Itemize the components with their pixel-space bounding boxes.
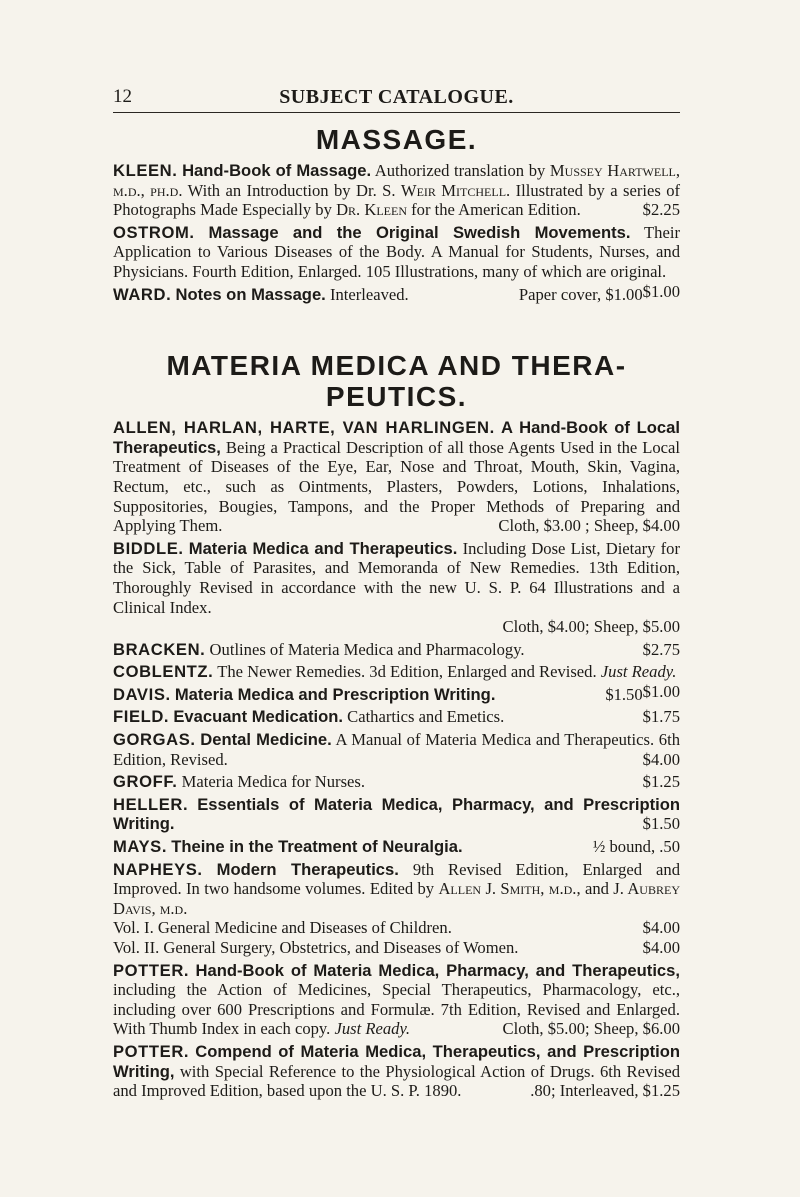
volume-price: $4.00 (642, 918, 680, 938)
entry-author: POTTER. (113, 1041, 190, 1061)
entry-author: OSTROM. (113, 222, 195, 242)
page-number: 12 (113, 86, 132, 107)
entry-text: including the Action of Medicines, Special Therapeutics, Pharmacology, etc., including over 600 Prescriptions and Formulæ. 7th Edition, Revised and Enlarged. With Thumb Index in each copy. (113, 980, 680, 1039)
entry-price: Cloth, $3.00 ; Sheep, $4.00 (498, 516, 680, 536)
entry-title: Evacuant Medication. (173, 707, 343, 727)
heading-line: MATERIA MEDICA AND THERA- (166, 350, 627, 382)
entry-person: Allen J. Smith, m.d., (438, 879, 581, 899)
entry-text: with Special Reference to the Physiological Action of Drugs. 6th Revised and Improved Edition, based upon the U. S. P. 1890. (113, 1061, 680, 1101)
entry-title: Essentials of Materia Medica, Pharmacy, and Prescription Writing. (113, 794, 680, 834)
entry-title: A Hand-Book of Local Therapeutics, (113, 418, 680, 457)
entry-price: $1.50 (605, 684, 643, 704)
entry-price: Cloth, $5.00; Sheep, $6.00 (502, 1019, 680, 1039)
heading-line: PEUTICS. (325, 381, 468, 413)
entry-title: Massage and the Original Swedish Movements. (208, 222, 631, 242)
entry-title: Compend of Materia Medica, Therapeutics, and Prescription Writing, (113, 1041, 680, 1081)
entry-note: Just Ready. (600, 662, 677, 682)
entry-ward (113, 285, 643, 305)
entry-text: Authorized translation by (374, 161, 546, 180)
entry-title: Hand-Book of Materia Medica, Pharmacy, and Therapeutics, (195, 960, 680, 980)
section-heading-materia-medica (113, 350, 680, 412)
entry-text: Materia Medica for Nurses. (181, 772, 365, 792)
entry-price: $2.75 (642, 639, 680, 659)
entry-text: Including Dose List, Dietary for the Sick, Table of Parasites, and Memoranda of New Remedies. 13th Edition, Thoroughly Revised in accordance with the new U. S. P. 64 Illustrations and a Clinical Index. (113, 538, 680, 617)
entry-person: Mussey Hartwell, m.d., ph.d. (113, 161, 681, 200)
entry-bracken (113, 640, 680, 660)
catalogue-content (113, 124, 680, 1104)
entry-potter-compend (113, 1042, 680, 1101)
entry-author: WARD. (113, 284, 172, 304)
entry-person: J. Aubrey Davis, m.d. (113, 879, 680, 918)
entry-title: Materia Medica and Therapeutics. (188, 538, 458, 558)
entry-author: POTTER. (113, 960, 190, 980)
entry-note: Just Ready. (334, 1019, 411, 1039)
entry-text: The Newer Remedies. 3d Edition, Enlarged and Revised. (217, 662, 597, 682)
entry-napheys (113, 860, 680, 958)
entry-author: GROFF. (113, 772, 178, 792)
entry-price: .80; Interleaved, $1.25 (530, 1081, 680, 1101)
entry-gorgas (113, 730, 680, 769)
entry-volume (113, 918, 680, 938)
running-title: SUBJECT CATALOGUE. (279, 86, 514, 108)
entry-title: Theine in the Treatment of Neuralgia. (171, 837, 463, 857)
entry-price: Paper cover, $1.00 (518, 284, 643, 304)
entry-author: KLEEN. (113, 161, 178, 180)
entry-author: FIELD. (113, 707, 170, 727)
entry-author: BIDDLE. (113, 538, 184, 558)
entry-person: Weir Mitchell. (400, 180, 511, 200)
entry-text: With an Introduction by Dr. S. (187, 180, 396, 200)
entry-heller (113, 795, 680, 834)
running-header (113, 86, 680, 110)
entry-price: $1.00 (642, 281, 680, 301)
entry-author: BRACKEN. (113, 639, 206, 659)
entry-title: Modern Therapeutics. (216, 859, 399, 879)
entry-price: $1.75 (642, 707, 680, 727)
entry-price: $1.50 (642, 814, 680, 834)
volume-price: $4.00 (642, 938, 680, 957)
entry-allen (113, 418, 680, 536)
entry-volume (113, 938, 680, 958)
entry-title: Hand-Book of Massage. (182, 161, 372, 180)
entry-text: Illustrated by a series of Photographs Made Especially by (113, 180, 681, 220)
entry-potter-handbook (113, 961, 680, 1039)
entry-author: MAYS. (113, 837, 168, 857)
entry-text: 9th Revised Edition, Enlarged and Improved. In two handsome volumes. Edited by (113, 859, 680, 899)
entry-author: HELLER. (113, 794, 189, 814)
entry-davis (113, 685, 643, 705)
entry-price: $1.00 (642, 681, 680, 701)
volume-title: Vol. I. General Medicine and Diseases of Children. (113, 918, 452, 938)
entry-title: Notes on Massage. (175, 284, 326, 304)
entry-person: Dr. Kleen (336, 200, 407, 220)
entry-title: Materia Medica and Prescription Writing. (174, 684, 496, 704)
entry-text: Their Application to Various Diseases of the Body. A Manual for Students, Nurses, and Physicians. Fourth Edition, Enlarged. 105 Illustrations, many of which are original. (113, 222, 680, 281)
entry-kleen (113, 161, 680, 220)
entry-author: DAVIS. (113, 684, 171, 704)
entry-text: Interleaved. (329, 284, 409, 304)
entry-mays (113, 837, 680, 857)
entry-author: ALLEN, HARLAN, HARTE, VAN HARLINGEN. (113, 418, 495, 438)
entry-title: Dental Medicine. (200, 730, 332, 750)
entry-author: GORGAS. (113, 730, 196, 750)
entry-text: A Manual of Materia Medica and Therapeutics. 6th Edition, Revised. (113, 730, 681, 769)
entry-author: COBLENTZ. (113, 662, 214, 682)
entry-author: NAPHEYS. (113, 859, 203, 879)
entry-text: Being a Practical Description of all those Agents Used in the Local Treatment of Diseases of the Eye, Ear, Nose and Throat, Mouth, Skin, Vagina, Rectum, etc., such as Ointments, Plasters, Powders, Lotions, Inhalations, Suppositories, Bougies, Tampons, and the Proper Methods of Preparing and Applying Them. (113, 437, 681, 536)
entry-price: Cloth, $4.00; Sheep, $5.00 (502, 617, 680, 637)
entry-price: $2.25 (642, 200, 680, 220)
entry-price: $4.00 (642, 749, 680, 769)
entry-text: Outlines of Materia Medica and Pharmacology. (209, 639, 525, 659)
entry-text: and (584, 879, 609, 899)
entry-groff (113, 772, 680, 792)
entry-field (113, 707, 680, 727)
entry-text: Cathartics and Emetics. (347, 707, 505, 727)
entry-price: ½ bound, .50 (592, 837, 680, 857)
entry-price: $1.25 (642, 772, 680, 792)
section-heading-massage: MASSAGE. (315, 124, 478, 155)
entry-text: for the American Edition. (411, 200, 581, 220)
volume-title: Vol. II. General Surgery, Obstetrics, and Diseases of Women. (113, 938, 519, 957)
entry-biddle (113, 539, 680, 637)
header-rule (113, 112, 680, 113)
